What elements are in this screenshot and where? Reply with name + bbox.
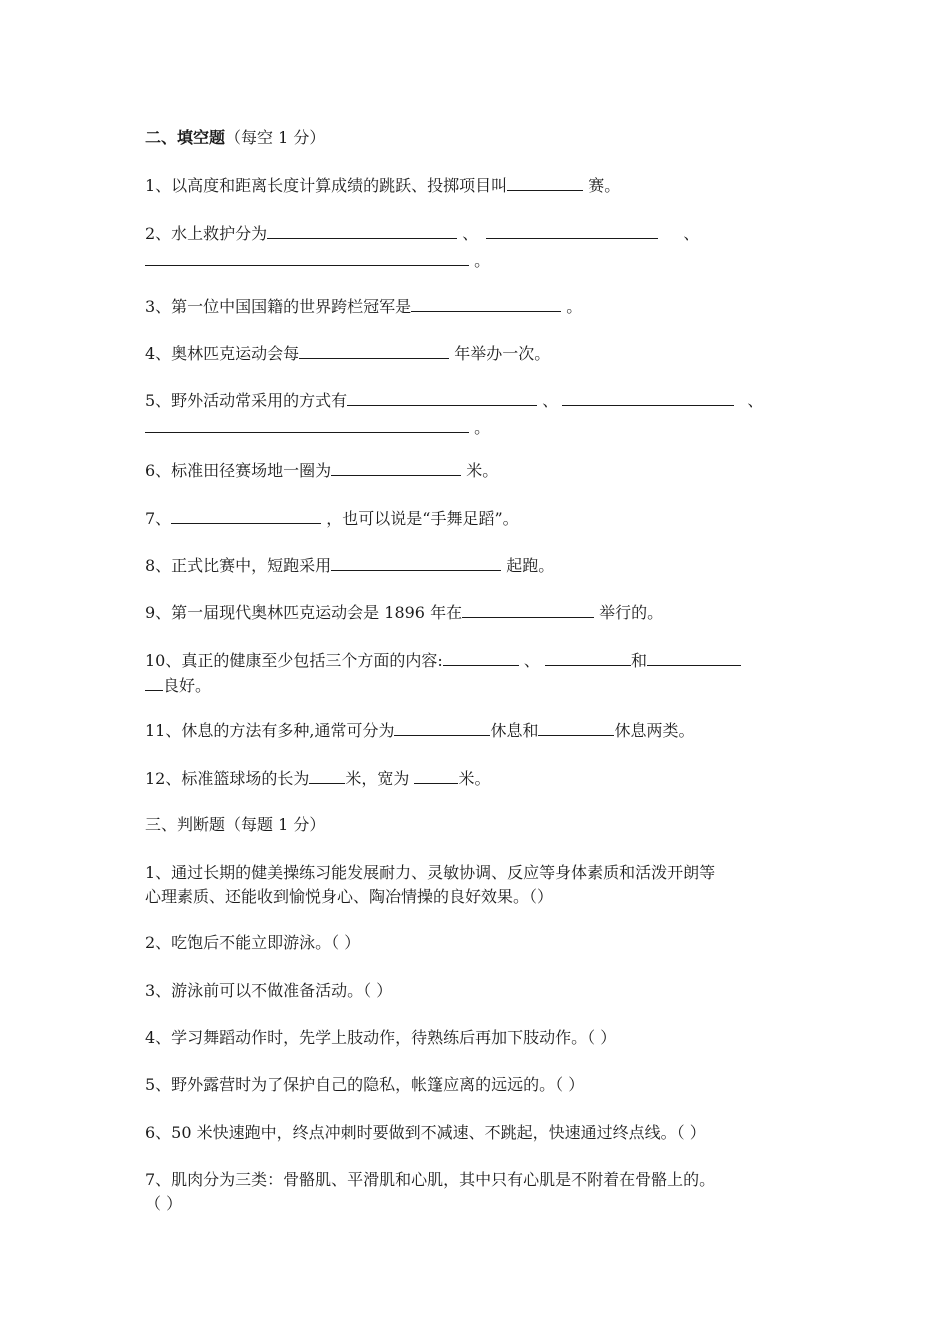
question-text-after: 。 bbox=[561, 297, 583, 316]
question-2-10 bbox=[145, 648, 741, 673]
question-text: 1、通过长期的健美操练习能发展耐力、灵敏协调、反应等身体素质和活泼开朗等 bbox=[145, 863, 716, 882]
question-text: 4、奥林匹克运动会每 bbox=[145, 344, 300, 363]
section-2-title: 二、填空题 bbox=[145, 128, 226, 147]
question-text: 3、第一位中国国籍的世界跨栏冠军是 bbox=[145, 297, 412, 316]
judgment-4 bbox=[145, 1026, 616, 1050]
answer-blank[interactable] bbox=[486, 221, 658, 239]
judgment-1-cont bbox=[145, 885, 553, 909]
question-2-4 bbox=[145, 341, 550, 366]
question-2-7 bbox=[145, 506, 519, 531]
answer-blank[interactable] bbox=[462, 600, 594, 618]
section-2-heading bbox=[145, 126, 325, 150]
question-2-5-cont bbox=[145, 415, 490, 440]
question-2-5 bbox=[145, 388, 763, 413]
answer-blank[interactable] bbox=[145, 248, 469, 266]
section-2-note: （每空 1 分） bbox=[225, 128, 326, 147]
separator: 。 bbox=[469, 418, 491, 437]
answer-blank[interactable] bbox=[309, 766, 345, 784]
question-text: 2、吃饱后不能立即游泳。（ ） bbox=[145, 933, 361, 952]
question-2-2-cont bbox=[145, 248, 490, 273]
question-2-11 bbox=[145, 718, 694, 743]
question-text: 6、50 米快速跑中，终点冲刺时要做到不减速、不跳起，快速通过终点线。（ ） bbox=[145, 1123, 706, 1142]
question-text-mid: 米，宽为 bbox=[345, 769, 415, 788]
answer-blank[interactable] bbox=[538, 718, 614, 736]
answer-blank[interactable] bbox=[411, 294, 561, 312]
question-text-after: 米。 bbox=[461, 461, 499, 480]
question-text: 6、标准田径赛场地一圈为 bbox=[145, 461, 332, 480]
answer-blank[interactable] bbox=[299, 341, 449, 359]
answer-blank[interactable] bbox=[647, 648, 741, 666]
answer-blank[interactable] bbox=[331, 458, 461, 476]
separator: 。 bbox=[469, 251, 491, 270]
question-text-after: 休息两类。 bbox=[614, 721, 695, 740]
question-text: 11、休息的方法有多种,通常可分为 bbox=[145, 721, 395, 740]
answer-blank[interactable] bbox=[507, 173, 583, 191]
question-2-10-cont bbox=[145, 673, 211, 698]
answer-blank[interactable] bbox=[267, 221, 457, 239]
question-2-8 bbox=[145, 553, 554, 578]
separator: 、 bbox=[742, 391, 764, 410]
question-text: 4、学习舞蹈动作时，先学上肢动作，待熟练后再加下肢动作。（ ） bbox=[145, 1028, 617, 1047]
section-3-title: 三、判断题（每题 1 分） bbox=[145, 815, 326, 834]
question-text: 10、真正的健康至少包括三个方面的内容: bbox=[145, 651, 443, 670]
question-text: 9、第一届现代奥林匹克运动会是 1896 年在 bbox=[145, 603, 463, 622]
question-text-after: 举行的。 bbox=[594, 603, 664, 622]
answer-blank[interactable] bbox=[145, 415, 469, 433]
question-text: （ ） bbox=[145, 1194, 183, 1213]
answer-blank[interactable] bbox=[394, 718, 490, 736]
answer-blank[interactable] bbox=[347, 388, 537, 406]
separator: 、 bbox=[457, 224, 479, 243]
section-3-heading bbox=[145, 813, 325, 837]
question-text-after: ，也可以说是“手舞足蹈”。 bbox=[321, 509, 519, 528]
question-2-9 bbox=[145, 600, 663, 625]
question-text: 12、标准篮球场的长为 bbox=[145, 769, 310, 788]
answer-blank[interactable] bbox=[562, 388, 734, 406]
question-text: 7、肌肉分为三类：骨骼肌、平滑肌和心肌，其中只有心肌是不附着在骨骼上的。 bbox=[145, 1170, 716, 1189]
judgment-7 bbox=[145, 1168, 715, 1192]
question-text-after: 起跑。 bbox=[501, 556, 555, 575]
separator: 、 bbox=[518, 651, 545, 670]
judgment-2 bbox=[145, 931, 360, 955]
answer-blank[interactable] bbox=[171, 506, 321, 524]
question-text: 8、正式比赛中，短跑采用 bbox=[145, 556, 332, 575]
question-text: 7、 bbox=[145, 509, 172, 528]
question-text: 3、游泳前可以不做准备活动。（ ） bbox=[145, 981, 393, 1000]
question-2-1 bbox=[145, 173, 620, 198]
question-2-12 bbox=[145, 766, 490, 791]
question-2-2 bbox=[145, 221, 699, 246]
question-text-after: 年举办一次。 bbox=[449, 344, 551, 363]
question-text: 1、以高度和距离长度计算成绩的跳跃、投掷项目叫 bbox=[145, 176, 508, 195]
separator: 、 bbox=[537, 391, 559, 410]
answer-blank[interactable] bbox=[545, 648, 631, 666]
answer-blank[interactable] bbox=[443, 648, 519, 666]
question-text-after: 良好。 bbox=[163, 676, 212, 695]
question-2-6 bbox=[145, 458, 498, 483]
answer-blank[interactable] bbox=[414, 766, 458, 784]
question-text: 5、野外露营时为了保护自己的隐私，帐篷应离的远远的。（ ） bbox=[145, 1075, 585, 1094]
question-2-3 bbox=[145, 294, 582, 319]
judgment-6 bbox=[145, 1121, 706, 1145]
question-text: 5、野外活动常采用的方式有 bbox=[145, 391, 348, 410]
separator: 、 bbox=[678, 224, 700, 243]
question-text-after: 米。 bbox=[458, 769, 491, 788]
answer-blank[interactable] bbox=[331, 553, 501, 571]
separator: 和 bbox=[630, 651, 647, 670]
question-text: 心理素质、还能收到愉悦身心、陶冶情操的良好效果。（） bbox=[145, 887, 554, 906]
question-text-mid: 休息和 bbox=[490, 721, 539, 740]
judgment-3 bbox=[145, 979, 392, 1003]
question-text: 2、水上救护分为 bbox=[145, 224, 268, 243]
judgment-1 bbox=[145, 861, 715, 885]
judgment-5 bbox=[145, 1073, 584, 1097]
question-text-after: 赛。 bbox=[583, 176, 621, 195]
answer-blank[interactable] bbox=[145, 673, 163, 691]
judgment-7-cont bbox=[145, 1192, 182, 1216]
